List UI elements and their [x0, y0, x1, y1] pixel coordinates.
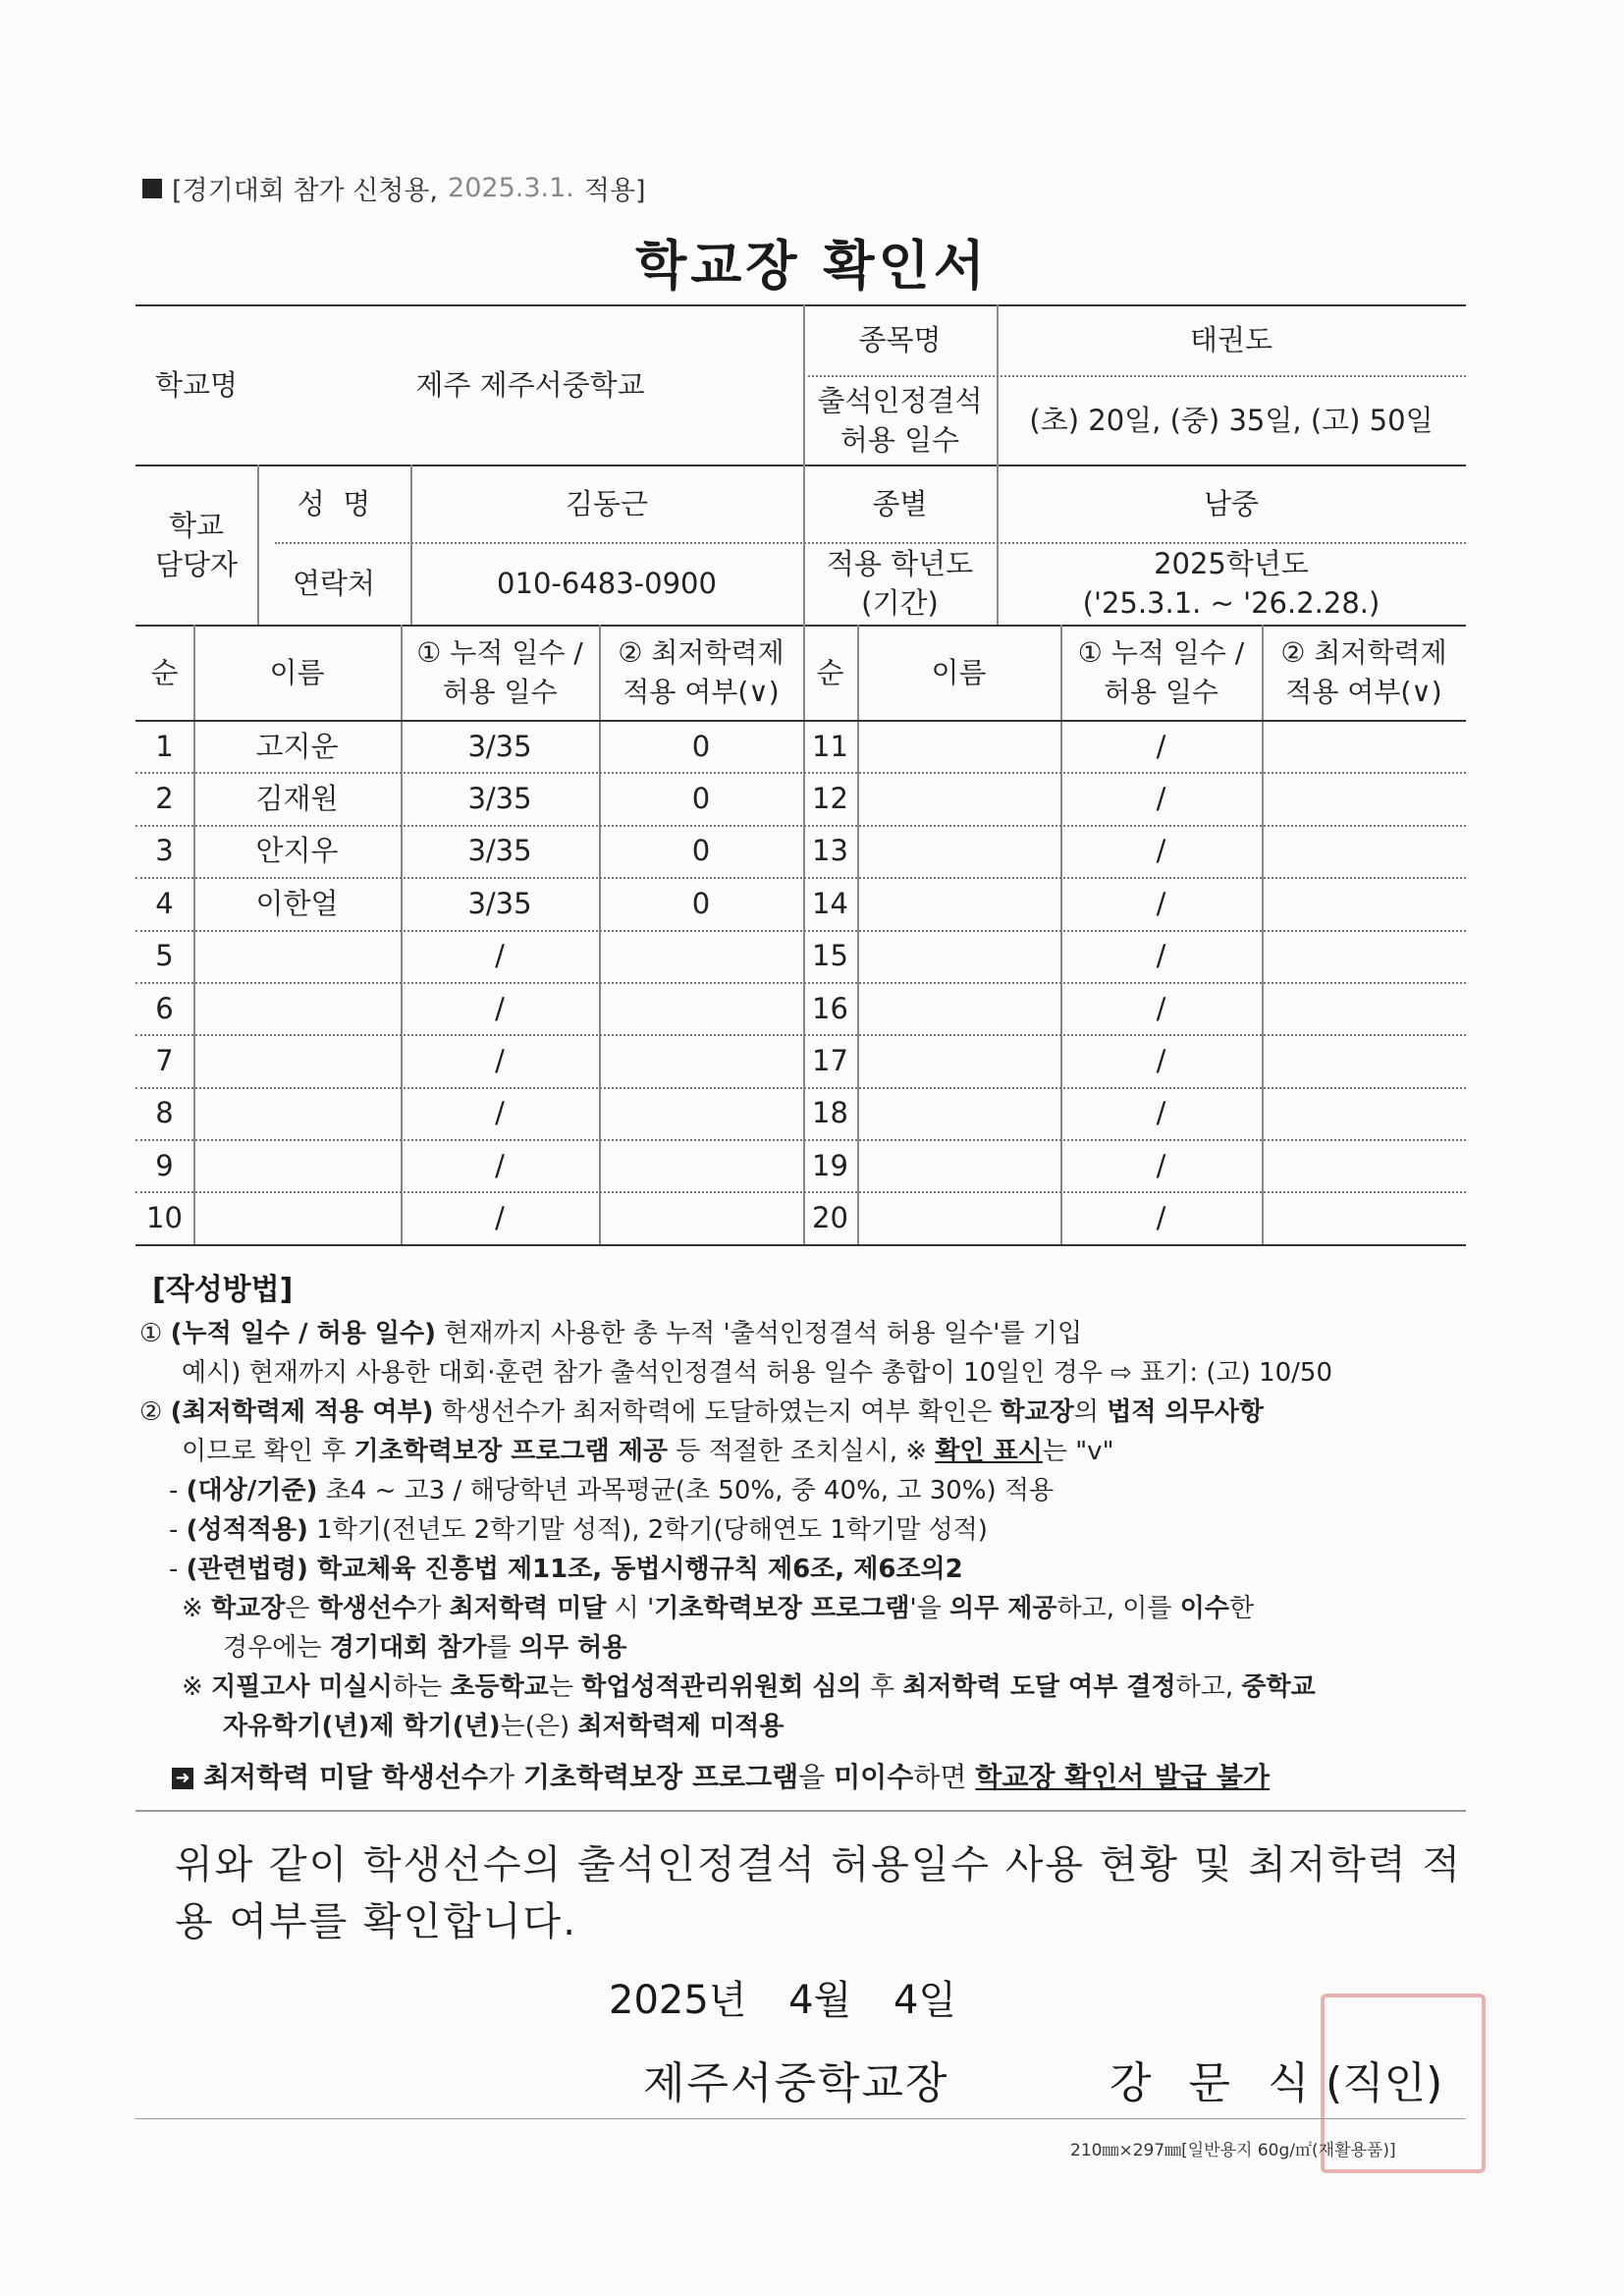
row-no-cell: 6 — [155, 991, 174, 1025]
detail-grade — [169, 1512, 988, 1548]
row-no-cell: 3 — [155, 834, 174, 868]
remark-emph: 기초학력보장 프로그램 — [654, 1594, 910, 1623]
remark-text: '을 — [909, 1594, 949, 1623]
note-2-text: 등 적절한 조치실시, ※ — [668, 1437, 936, 1466]
note-2-emph: 기초학력보장 프로그램 제공 — [353, 1437, 668, 1466]
col-header-min-grade — [599, 625, 803, 720]
row-min-cell — [1262, 1087, 1466, 1139]
row-name-cell — [857, 1139, 1060, 1191]
square-bullet-icon — [142, 179, 162, 198]
contact-value: 010-6483-0900 — [497, 567, 717, 600]
header-note-suffix: 적용] — [583, 176, 646, 206]
row-name-cell — [857, 1087, 1060, 1139]
detail-text: 학교체육 진흥법 제11조, 동법시행규칙 제6조, 제6조의2 — [307, 1555, 963, 1584]
row-days-cell: / — [1156, 1044, 1166, 1078]
remark-emph: 지필고사 미실시 — [211, 1672, 393, 1702]
principal-name: 강 문 식 — [1110, 2058, 1322, 2108]
document-title: 학교장 확인서 — [635, 235, 989, 297]
note-2-emph: 확인 표시 — [935, 1437, 1043, 1466]
remark-2 — [182, 1669, 1316, 1705]
school-value: 제주 제주서중학교 — [415, 367, 645, 402]
remark-text: 를 — [486, 1633, 519, 1663]
detail-dash: - — [169, 1515, 187, 1545]
event-value: 태권도 — [1189, 323, 1273, 356]
remark-text: 경우에는 — [223, 1633, 330, 1663]
table-bottom-border — [135, 1244, 1466, 1246]
detail-dash: - — [169, 1555, 187, 1584]
arrow-right-icon: ➜ — [172, 1768, 193, 1789]
detail-title: (성적적용) — [186, 1515, 308, 1545]
row-name-cell: 고지운 — [255, 729, 339, 763]
row-min-cell — [1262, 825, 1466, 877]
note-2-text: 의 — [1073, 1397, 1108, 1427]
remark-emph: 의무 제공 — [948, 1594, 1057, 1623]
row-min-cell — [1262, 772, 1466, 824]
manager-label — [135, 465, 257, 625]
row-name-cell — [193, 1087, 401, 1139]
row-days-cell: / — [1156, 991, 1166, 1025]
warning-emph: 최저학력 미달 학생선수 — [203, 1761, 488, 1793]
row-no-cell: 13 — [812, 834, 848, 868]
note-1-text: 현재까지 사용한 총 누적 '출석인정결석 허용 일수'를 기입 — [435, 1319, 1083, 1348]
row-name-cell — [857, 720, 1060, 772]
row-name-cell — [857, 1192, 1060, 1244]
row-min-cell: 0 — [691, 834, 711, 868]
row-name-cell — [857, 877, 1060, 929]
remark-marker: ※ — [182, 1594, 212, 1623]
year-label — [803, 542, 997, 625]
year-value-line2: ('25.3.1. ~ '26.2.28.) — [1082, 586, 1380, 620]
row-min-cell: 0 — [691, 886, 711, 920]
row-days-cell: / — [1156, 834, 1166, 868]
school-label: 학교명 — [154, 367, 239, 402]
principal-title: 제주서중학교장 — [643, 2058, 949, 2108]
year-label-line2: (기간) — [861, 586, 939, 620]
allowed-days-value: (초) 20일, (중) 35일, (고) 50일 — [1029, 403, 1434, 437]
detail-title: (관련법령) — [186, 1555, 308, 1584]
row-days-cell: / — [1156, 1148, 1166, 1182]
row-min-cell — [1262, 1139, 1466, 1191]
remark-text: 시 ' — [606, 1594, 655, 1623]
col-header-no: 순 — [816, 655, 844, 689]
note-2-title: (최저학력제 적용 여부) — [170, 1397, 434, 1427]
row-no-cell: 7 — [155, 1044, 174, 1078]
manager-label-line2: 담당자 — [154, 547, 239, 581]
event-label: 종목명 — [858, 323, 942, 356]
col-header-no: 순 — [150, 655, 179, 689]
warning-emph: 학교장 확인서 발급 불가 — [975, 1761, 1271, 1793]
row-days-cell: / — [1156, 782, 1166, 816]
remark-text: 는(은) — [500, 1712, 578, 1741]
row-days-cell: / — [495, 1096, 505, 1130]
note-2 — [139, 1394, 1264, 1430]
row-min-cell: 0 — [691, 729, 711, 763]
col-header-name: 이름 — [269, 655, 325, 689]
row-days-cell: / — [495, 991, 505, 1025]
row-days-cell: / — [1156, 939, 1166, 973]
row-no-cell: 11 — [812, 729, 848, 763]
remark-emph: 자유학기(년)제 학기(년) — [223, 1712, 501, 1741]
remark-text: 는 — [548, 1672, 582, 1702]
remark-text: 하고, 이를 — [1056, 1594, 1180, 1623]
allowed-days-label-line1: 출석인정결석 — [817, 383, 983, 417]
remark-emph: 중학교 — [1241, 1672, 1316, 1702]
col-header-days-line1: ① 누적 일수 / — [416, 635, 583, 669]
row-no-cell: 8 — [155, 1096, 174, 1130]
row-name-cell — [193, 982, 401, 1034]
row-name-cell: 이한얼 — [255, 886, 339, 920]
row-no-cell: 14 — [812, 886, 848, 920]
row-days-cell: 3/35 — [467, 886, 532, 920]
manager-label-line1: 학교 — [168, 508, 225, 542]
col-header-days-line1: ① 누적 일수 / — [1077, 635, 1245, 669]
row-days-cell: 3/35 — [467, 729, 532, 763]
col-header-min-grade-line1: ② 최저학력제 — [618, 635, 785, 669]
row-name-cell — [193, 1192, 401, 1244]
row-min-cell — [599, 982, 803, 1034]
row-no-cell: 1 — [155, 729, 174, 763]
remark-emph: 학생선수 — [317, 1594, 417, 1623]
row-name-cell — [857, 772, 1060, 824]
row-name-cell — [857, 930, 1060, 982]
row-min-cell — [599, 1192, 803, 1244]
row-name-cell — [193, 930, 401, 982]
remark-emph: 이수 — [1179, 1594, 1229, 1623]
row-no-cell: 17 — [812, 1044, 848, 1078]
col-header-days-line2: 허용 일수 — [442, 675, 558, 708]
header-note-prefix: [경기대회 참가 신청용, — [172, 176, 439, 206]
row-days-cell: / — [495, 1201, 505, 1235]
year-value — [997, 542, 1466, 625]
row-min-cell — [1262, 930, 1466, 982]
warning-emph: 기초학력보장 프로그램 — [522, 1761, 799, 1793]
row-no-cell: 18 — [812, 1096, 848, 1130]
note-1-example: 예시) 현재까지 사용한 대회·훈련 참가 출석인정결석 허용 일수 총합이 10일인 경우 ⇨ 표기: (고) 10/50 — [182, 1358, 1333, 1388]
remark-emph: 최저학력 도달 여부 결정 — [902, 1672, 1176, 1702]
row-no-cell: 12 — [812, 782, 848, 816]
row-days-cell: / — [1156, 1201, 1166, 1235]
detail-dash: - — [169, 1476, 187, 1505]
divider — [135, 2118, 1466, 2119]
note-2-marker: ② — [139, 1397, 163, 1427]
remark-emph: 경기대회 참가 — [329, 1633, 487, 1663]
row-days-cell: / — [1156, 886, 1166, 920]
col-header-min-grade-line2: 적용 여부(∨) — [623, 675, 780, 708]
col-header-days — [1060, 625, 1262, 720]
col-header-min-grade-line2: 적용 여부(∨) — [1285, 675, 1442, 708]
allowed-days-label-line2: 허용 일수 — [839, 422, 960, 457]
row-name-cell — [193, 1139, 401, 1191]
row-no-cell: 16 — [812, 991, 848, 1025]
note-2-emph: 학교장 — [1000, 1397, 1074, 1427]
row-no-cell: 15 — [812, 939, 848, 973]
row-days-cell: 3/35 — [467, 834, 532, 868]
row-name-cell — [857, 825, 1060, 877]
note-2-text: 학생선수가 최저학력에 도달하였는지 여부 확인은 — [433, 1397, 1001, 1427]
detail-title: (대상/기준) — [186, 1476, 318, 1505]
col-header-days-line2: 허용 일수 — [1103, 675, 1219, 708]
header-note — [142, 169, 646, 207]
row-days-cell: / — [1156, 729, 1166, 763]
row-no-cell: 20 — [812, 1201, 848, 1235]
row-name-cell: 김재원 — [255, 782, 339, 816]
detail-text: 1학기(전년도 2학기말 성적), 2학기(당해연도 1학기말 성적) — [307, 1515, 988, 1545]
row-min-cell — [1262, 1034, 1466, 1086]
remark-1-cont — [223, 1630, 626, 1666]
remark-emph: 학업성적관리위원회 심의 — [581, 1672, 862, 1702]
name-label: 성 명 — [297, 486, 371, 520]
contact-label: 연락처 — [292, 567, 376, 600]
allowed-days-label — [803, 375, 997, 465]
row-days-cell: / — [1156, 1096, 1166, 1130]
row-min-cell — [1262, 982, 1466, 1034]
header-note-date: 2025.3.1. — [448, 173, 574, 203]
remark-marker: ※ — [182, 1672, 212, 1702]
remark-emph: 최저학력 미달 — [449, 1594, 607, 1623]
remark-text: 후 — [861, 1672, 903, 1702]
row-no-cell: 19 — [812, 1148, 848, 1182]
row-min-cell — [1262, 1192, 1466, 1244]
remark-emph: 최저학력제 미적용 — [577, 1712, 785, 1741]
row-no-cell: 5 — [155, 939, 174, 973]
remark-emph: 학교장 — [211, 1594, 286, 1623]
remark-2-cont — [223, 1709, 784, 1744]
row-days-cell: 3/35 — [467, 782, 532, 816]
row-min-cell — [599, 1087, 803, 1139]
detail-text: 초4 ~ 고3 / 해당학년 과목평균(초 50%, 중 40%, 고 30%) 적용 — [317, 1476, 1055, 1505]
remark-text: 하고, — [1175, 1672, 1242, 1702]
detail-law — [169, 1552, 963, 1587]
row-no-cell: 2 — [155, 782, 174, 816]
note-2-text: 이므로 확인 후 — [182, 1437, 354, 1466]
remark-text: 한 — [1229, 1594, 1255, 1623]
col-header-min-grade-line1: ② 최저학력제 — [1280, 635, 1447, 669]
gender-value: 남중 — [1203, 486, 1260, 520]
seal-label: (직인) — [1326, 2058, 1443, 2108]
row-min-cell — [599, 1139, 803, 1191]
remark-emph: 초등학교 — [450, 1672, 549, 1702]
row-no-cell: 4 — [155, 886, 174, 920]
row-days-cell: / — [495, 939, 505, 973]
note-2-cont — [182, 1434, 1114, 1469]
divider — [135, 1810, 1466, 1812]
row-days-cell: / — [495, 1044, 505, 1078]
name-value: 김동근 — [565, 486, 649, 520]
remark-text: 하는 — [392, 1672, 451, 1702]
row-min-cell — [1262, 877, 1466, 929]
col-header-days — [401, 625, 599, 720]
row-name-cell — [193, 1034, 401, 1086]
row-name-cell — [857, 982, 1060, 1034]
warning-line — [172, 1760, 1270, 1795]
note-2-emph: 법적 의무사항 — [1107, 1397, 1265, 1427]
remark-text: 은 — [285, 1594, 318, 1623]
detail-target — [169, 1473, 1054, 1508]
issue-date: 2025년 4월 4일 — [609, 1978, 957, 2023]
row-min-cell — [599, 1034, 803, 1086]
note-2-text: 는 "v" — [1042, 1437, 1114, 1466]
row-no-cell: 9 — [155, 1148, 174, 1182]
row-name-cell — [857, 1034, 1060, 1086]
confirm-statement: 위와 같이 학생선수의 출석인정결석 허용일수 사용 현황 및 최저학력 적용 여부를 확인합니다. — [175, 1842, 1462, 1944]
col-header-name: 이름 — [931, 655, 987, 689]
note-1-marker: ① — [139, 1319, 163, 1348]
year-label-line1: 적용 학년도 — [826, 547, 974, 580]
col-header-min-grade — [1262, 625, 1466, 720]
remark-text: 가 — [416, 1594, 450, 1623]
row-min-cell: 0 — [691, 782, 711, 816]
warning-text: 을 — [798, 1761, 835, 1793]
note-1 — [139, 1316, 1082, 1351]
year-value-line1: 2025학년도 — [1154, 547, 1309, 580]
warning-text: 가 — [487, 1761, 523, 1793]
row-min-cell — [599, 930, 803, 982]
remark-emph: 의무 허용 — [518, 1633, 627, 1663]
row-name-cell: 안지우 — [255, 834, 339, 868]
row-min-cell — [1262, 720, 1466, 772]
gender-label: 종별 — [872, 486, 928, 520]
remark-1 — [182, 1591, 1254, 1626]
method-title: [작성방법] — [152, 1273, 294, 1307]
paper-spec-footnote: 210㎜×297㎜[일반용지 60g/㎡(재활용품)] — [1070, 2141, 1396, 2160]
note-1-title: (누적 일수 / 허용 일수) — [170, 1319, 436, 1348]
warning-emph: 미이수 — [834, 1761, 914, 1793]
warning-text: 하면 — [913, 1761, 976, 1793]
row-days-cell: / — [495, 1148, 505, 1182]
row-no-cell: 10 — [146, 1201, 183, 1235]
